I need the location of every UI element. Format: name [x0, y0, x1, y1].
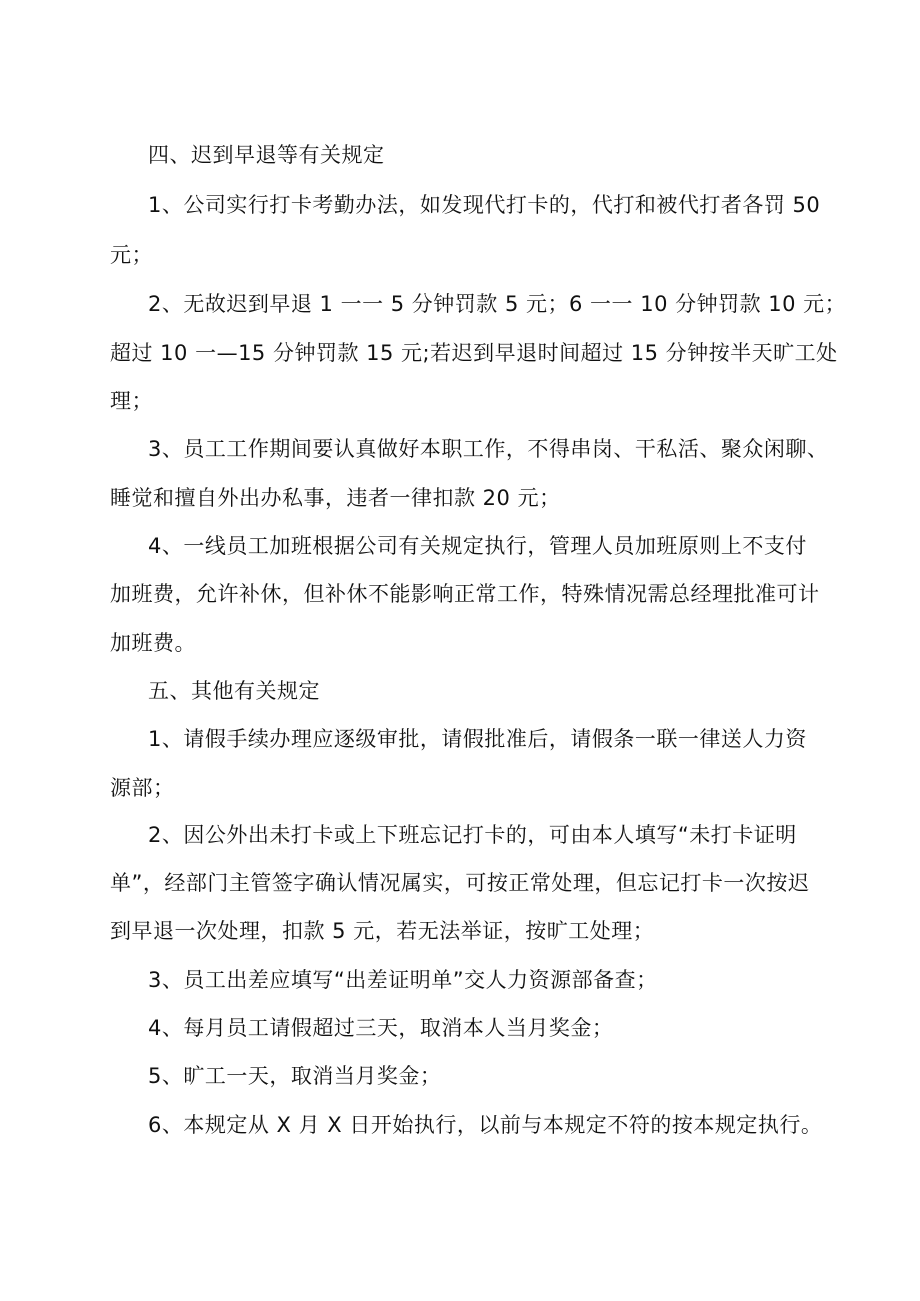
section4-item4-line3: 加班费。: [110, 631, 196, 655]
section4-item2-line3: 理；: [110, 389, 153, 413]
section4-heading: 四、迟到早退等有关规定: [148, 143, 385, 167]
section5-heading: 五、其他有关规定: [148, 679, 320, 703]
section5-item2-line1: 2、因公外出未打卡或上下班忘记打卡的，可由本人填写“未打卡证明: [148, 823, 797, 847]
section5-item4: 4、每月员工请假超过三天，取消本人当月奖金；: [148, 1016, 614, 1040]
section4-item1-line2: 元；: [110, 243, 153, 267]
section5-item1-line2: 源部；: [110, 776, 175, 800]
section4-item3-line1: 3、员工工作期间要认真做好本职工作，不得串岗、干私活、聚众闲聊、: [148, 437, 829, 461]
section4-item2-line1: 2、无故迟到早退 1 一一 5 分钟罚款 5 元；6 一一 10 分钟罚款 10 元；: [148, 292, 847, 316]
section4-item1-line1: 1、公司实行打卡考勤办法，如发现代打卡的，代打和被代打者各罚 50: [148, 193, 821, 217]
section4-item3-line2: 睡觉和擅自外出办私事，违者一律扣款 20 元；: [110, 486, 561, 510]
section5-item2-line2: 单”，经部门主管签字确认情况属实，可按正常处理，但忘记打卡一次按迟: [110, 871, 810, 895]
section5-item2-line3: 到早退一次处理，扣款 5 元，若无法举证，按旷工处理；: [110, 919, 655, 943]
section4-item4-line1: 4、一线员工加班根据公司有关规定执行，管理人员加班原则上不支付: [148, 534, 807, 558]
section4-item2-line2: 超过 10 一—15 分钟罚款 15 元;若迟到早退时间超过 15 分钟按半天旷工处: [110, 341, 838, 365]
section4-item4-line2: 加班费，允许补休，但补休不能影响正常工作，特殊情况需总经理批准可计: [110, 582, 820, 606]
section5-item5: 5、旷工一天，取消当月奖金；: [148, 1064, 442, 1088]
section5-item1-line1: 1、请假手续办理应逐级审批，请假批准后，请假条一联一律送人力资: [148, 727, 807, 751]
section5-item3: 3、员工出差应填写“出差证明单”交人力资源部备查；: [148, 968, 658, 992]
section5-item6: 6、本规定从 X 月 X 日开始执行，以前与本规定不符的按本规定执行。: [148, 1113, 823, 1137]
